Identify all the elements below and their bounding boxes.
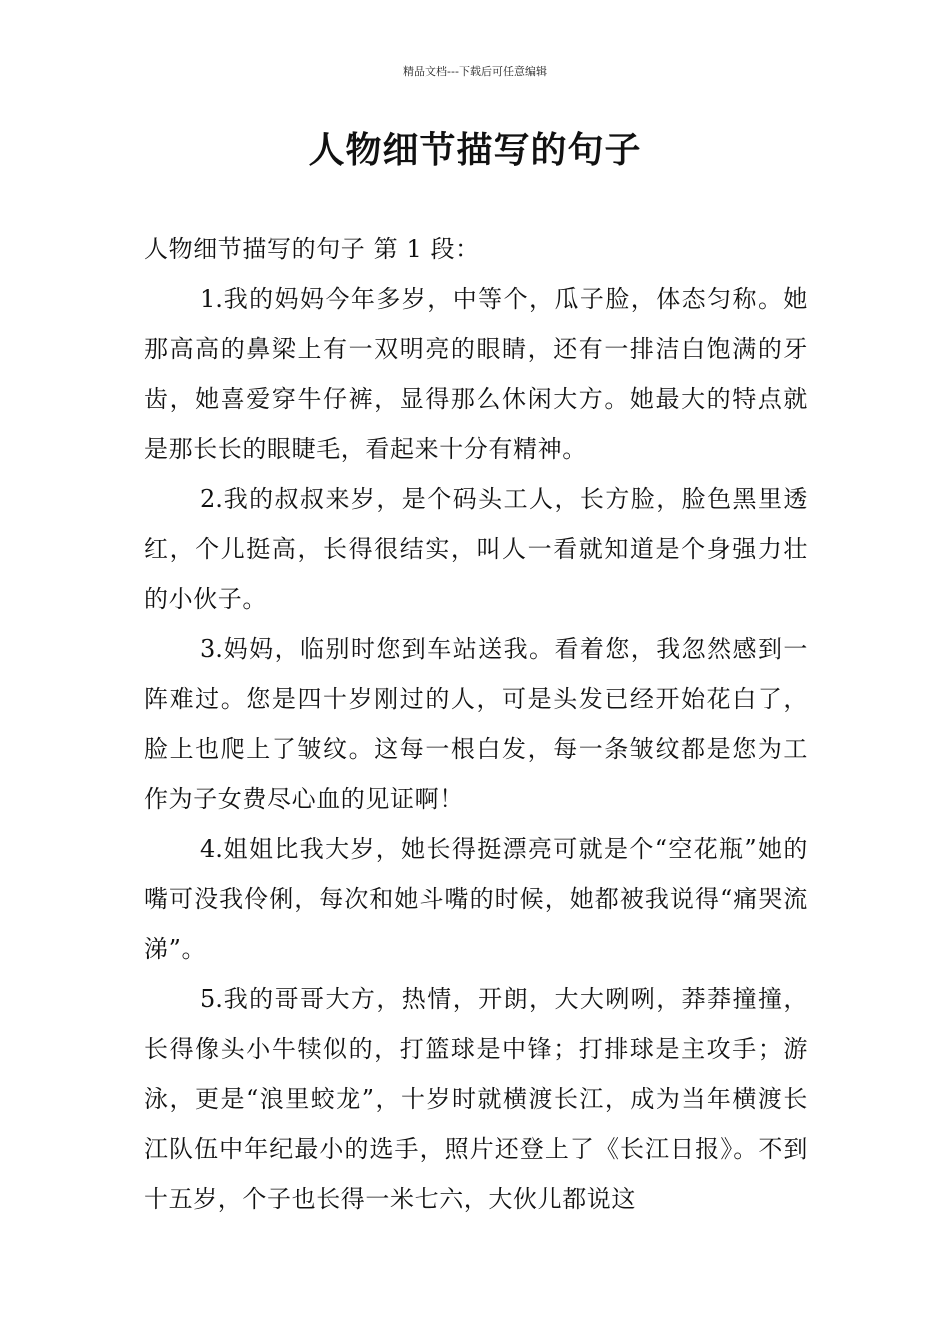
- paragraph-3: [144, 624, 808, 824]
- paragraph-text: 妈妈，临别时您到车站送我。看着您，我忽然感到一阵难过。您是四十岁刚过的人，可是头发已经开始花白了，脸上也爬上了皱纹。这每一根白发，每一条皱纹都是您为工作为子女费尽心血的见证啊！: [144, 635, 808, 813]
- paragraph-number: 2.: [200, 485, 223, 513]
- document-body: [144, 224, 808, 1224]
- paragraph-number: 3.: [200, 635, 223, 663]
- paragraph-text: 我的哥哥大方，热情，开朗，大大咧咧，莽莽撞撞，长得像头小牛犊似的，打篮球是中锋；打排球是主攻手；游泳，更是“浪里蛟龙”，十岁时就横渡长江，成为当年横渡长江队伍中年纪最小的选手，照片还登上了《长江日报》。不到十五岁，个子也长得一米七六，大伙儿都说这: [144, 985, 808, 1213]
- paragraph-text: 姐姐比我大岁，她长得挺漂亮可就是个“空花瓶”她的嘴可没我伶俐，每次和她斗嘴的时候，她都被我说得“痛哭流涕”。: [144, 835, 808, 963]
- paragraph-text: 我的叔叔来岁，是个码头工人，长方脸，脸色黑里透红，个儿挺高，长得很结实，叫人一看就知道是个身强力壮的小伙子。: [144, 485, 808, 613]
- paragraph-2: [144, 474, 808, 624]
- paragraph-5: [144, 974, 808, 1224]
- paragraph-number: 1.: [200, 285, 223, 313]
- paragraph-4: [144, 824, 808, 974]
- paragraph-number: 5.: [200, 985, 223, 1013]
- paragraph-1: [144, 274, 808, 474]
- header-note: 精品文档---下载后可任意编辑: [403, 65, 547, 78]
- paragraph-number: 4.: [200, 835, 223, 863]
- document-title: 人物细节描写的句子: [308, 130, 642, 171]
- paragraph-text: 我的妈妈今年多岁，中等个，瓜子脸，体态匀称。她那高高的鼻梁上有一双明亮的眼睛，还有一排洁白饱满的牙齿，她喜爱穿牛仔裤，显得那么休闲大方。她最大的特点就是那长长的眼睫毛，看起来十分有精神。: [144, 285, 808, 463]
- section-heading: 人物细节描写的句子 第 1 段：: [144, 235, 480, 263]
